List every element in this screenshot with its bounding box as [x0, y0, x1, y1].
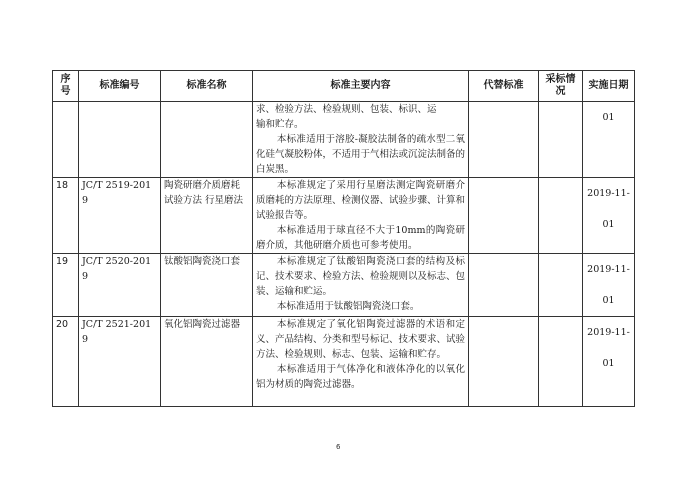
- table-row: [53, 178, 635, 254]
- cell-name: 陶瓷研磨介质磨耗试验方法 行星磨法: [161, 178, 253, 254]
- cell-name: 氧化铝陶瓷过滤器: [161, 317, 253, 407]
- table-row: [53, 317, 635, 407]
- cell-content: [253, 317, 469, 407]
- cell-code: JC/T 2521-2019: [79, 317, 161, 407]
- cell-replace: [469, 254, 539, 317]
- date-line: 2019-11-: [587, 264, 630, 275]
- cell-adopt: [539, 178, 583, 254]
- cell-content: [253, 102, 469, 178]
- cell-code: JC/T 2520-2019: [79, 254, 161, 317]
- date-line: 01: [602, 358, 615, 369]
- date-line: 2019-11-: [587, 327, 630, 338]
- standards-table: [52, 70, 635, 407]
- date-line: 01: [602, 295, 615, 306]
- content-paragraph: 本标准适用于球直径不大于10mm的陶瓷研磨介质，其他研磨介质也可参考使用。: [256, 225, 465, 251]
- cell-serial: 18: [53, 178, 79, 254]
- cell-name: 钛酸铝陶瓷浇口套: [161, 254, 253, 317]
- table-row-continuation: [53, 102, 635, 178]
- header-code: 标准编号: [79, 71, 161, 102]
- content-paragraph: 本标准适用于钛酸铝陶瓷浇口套。: [276, 301, 420, 312]
- cell-serial: 19: [53, 254, 79, 317]
- cell-adopt: [539, 102, 583, 178]
- page-number: 6: [336, 443, 341, 451]
- header-name: 标准名称: [161, 71, 253, 102]
- cell-replace: [469, 317, 539, 407]
- cell-adopt: [539, 254, 583, 317]
- cell-content: [253, 254, 469, 317]
- cell-code: [79, 102, 161, 178]
- cell-date: [583, 102, 635, 178]
- date-text: 01: [602, 112, 615, 123]
- cell-replace: [469, 178, 539, 254]
- cell-serial: 20: [53, 317, 79, 407]
- cell-content: [253, 178, 469, 254]
- content-paragraph: 本标准规定了氧化铝陶瓷过滤器的术语和定义、产品结构、分类和型号标记、技术要求、试验方法、检验规则、标志、包装、运输和贮存。: [256, 319, 466, 360]
- header-replace: 代替标准: [469, 71, 539, 102]
- date-line: 01: [602, 219, 615, 230]
- content-paragraph: 本标准适用于溶胶-凝胶法制备的疏水型二氧化硅气凝胶粉体，不适用于气相法或沉淀法制备的白炭黑。: [256, 134, 466, 175]
- cell-name: [161, 102, 253, 178]
- content-paragraph: 本标准规定了采用行星磨法测定陶瓷研磨介质磨耗的方法原理、检测仪器、试验步骤、计算和试验报告等。: [256, 180, 466, 221]
- cell-date: [583, 317, 635, 407]
- cell-date: [583, 178, 635, 254]
- cell-replace: [469, 102, 539, 178]
- date-line: 2019-11-: [587, 188, 630, 199]
- content-paragraph: 本标准规定了钛酸铝陶瓷浇口套的结构及标记、技术要求、检验方法、检验规则以及标志、包装、运输和贮运。: [256, 256, 466, 297]
- cell-adopt: [539, 317, 583, 407]
- table-row: [53, 254, 635, 317]
- header-date: 实施日期: [583, 71, 635, 102]
- cell-date: [583, 254, 635, 317]
- header-serial: 序号: [53, 71, 79, 102]
- cell-serial: [53, 102, 79, 178]
- content-paragraph: 本标准适用于气体净化和液体净化的以氧化铝为材质的陶瓷过滤器。: [256, 364, 465, 390]
- header-adopt: 采标情况: [539, 71, 583, 102]
- header-content: 标准主要内容: [253, 71, 469, 102]
- content-line: 输和贮存。: [256, 119, 304, 130]
- cell-code: JC/T 2519-2019: [79, 178, 161, 254]
- content-line: 求、检验方法、检验规则、包装、标识、运: [256, 104, 437, 115]
- table-header-row: [53, 71, 635, 102]
